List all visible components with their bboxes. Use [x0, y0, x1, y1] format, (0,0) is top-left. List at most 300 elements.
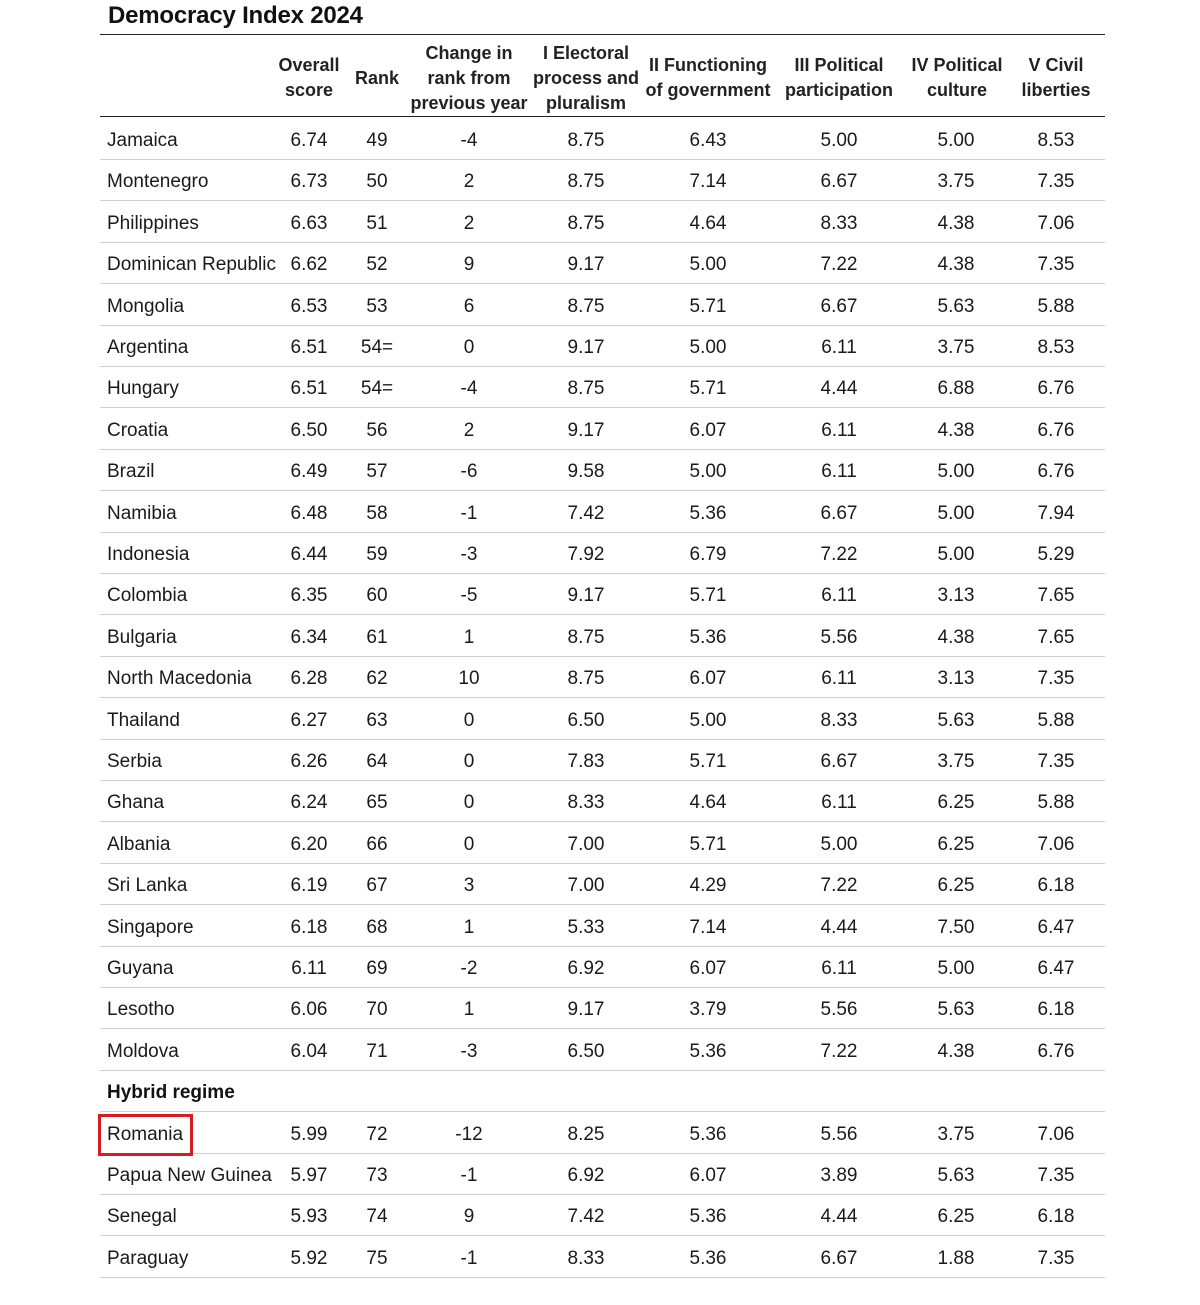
electoral-process-cell: 8.75 — [567, 295, 605, 317]
civil-liberties-cell: 8.53 — [1037, 130, 1075, 151]
overall-score-cell: 6.06 — [290, 999, 328, 1021]
civil-liberties-cell: 7.06 — [1037, 1123, 1075, 1145]
table-row — [100, 947, 1105, 988]
header-rank: Rank — [354, 67, 399, 88]
rank-cell: 65 — [366, 792, 388, 814]
table-row — [100, 823, 1105, 864]
rank-cell: 70 — [366, 999, 388, 1021]
civil-liberties-cell: 6.76 — [1037, 1040, 1075, 1062]
rank-change-cell: 1 — [463, 626, 475, 648]
rank-change-cell: -2 — [460, 958, 478, 979]
table-row — [100, 450, 1105, 491]
overall-score-cell: 6.28 — [290, 668, 328, 690]
overall-score-cell: 6.11 — [291, 958, 327, 979]
civil-liberties-cell: 7.35 — [1037, 1165, 1075, 1186]
electoral-process-cell: 6.92 — [567, 958, 605, 979]
rank-cell: 73 — [366, 1165, 388, 1186]
electoral-process-cell: 8.75 — [567, 668, 605, 690]
rank-cell: 62 — [366, 668, 388, 690]
civil-liberties-cell: 7.35 — [1037, 668, 1075, 690]
table-row — [100, 243, 1105, 284]
country-name: Dominican Republic — [107, 254, 276, 276]
civil-liberties-cell: 7.65 — [1037, 626, 1075, 648]
country-name: North Macedonia — [107, 668, 252, 690]
header-functioning-of-government: II Functioning of government — [645, 55, 771, 100]
header-political-culture: IV Political culture — [911, 55, 1003, 100]
rank-change-cell: -3 — [460, 544, 478, 565]
country-name: Sri Lanka — [107, 875, 188, 897]
functioning-government-cell: 6.07 — [689, 668, 727, 690]
rank-change-cell: 9 — [463, 1206, 475, 1228]
political-participation-cell: 6.67 — [820, 751, 858, 772]
functioning-government-cell: 5.71 — [689, 378, 727, 400]
rank-cell: 58 — [366, 502, 388, 524]
electoral-process-cell: 9.17 — [567, 585, 605, 607]
electoral-process-cell: 8.33 — [567, 792, 605, 814]
functioning-government-cell: 5.00 — [689, 254, 727, 276]
rank-cell: 60 — [366, 585, 388, 607]
top-rule — [100, 34, 1105, 35]
rank-cell: 53 — [366, 295, 388, 317]
political-participation-cell: 6.11 — [821, 461, 857, 483]
rank-change-cell: 3 — [463, 875, 475, 897]
rank-change-cell: 0 — [463, 792, 475, 814]
overall-score-cell: 6.44 — [290, 544, 328, 565]
political-culture-cell: 6.25 — [937, 1206, 975, 1228]
rank-cell: 67 — [366, 875, 388, 897]
highlighted-country-name: Romania — [104, 1120, 187, 1150]
country-name: Bulgaria — [107, 626, 177, 648]
table-row — [100, 160, 1105, 201]
table-row — [100, 616, 1105, 657]
political-participation-cell: 4.44 — [820, 378, 858, 400]
country-cell — [107, 533, 189, 573]
political-culture-cell: 3.75 — [937, 1123, 975, 1145]
political-culture-cell: 4.38 — [937, 626, 975, 648]
rank-cell: 63 — [366, 709, 388, 731]
political-participation-cell: 8.33 — [820, 709, 858, 731]
functioning-government-cell: 7.14 — [689, 916, 727, 938]
country-name: Singapore — [107, 916, 194, 938]
country-cell — [107, 781, 164, 821]
civil-liberties-cell: 5.29 — [1037, 544, 1075, 565]
country-cell — [107, 616, 177, 656]
country-cell — [107, 326, 188, 366]
functioning-government-cell: 5.00 — [689, 337, 727, 358]
overall-score-cell: 6.24 — [290, 792, 328, 814]
electoral-process-cell: 8.33 — [567, 1247, 605, 1269]
civil-liberties-cell: 5.88 — [1037, 295, 1075, 317]
table-row — [100, 864, 1105, 905]
rank-change-cell: 1 — [463, 916, 475, 938]
table-row — [100, 574, 1105, 615]
country-cell — [107, 699, 180, 739]
political-participation-cell: 6.67 — [820, 1247, 858, 1269]
table-row — [100, 202, 1105, 243]
rank-cell: 61 — [366, 626, 388, 648]
electoral-process-cell: 7.83 — [567, 751, 605, 772]
political-culture-cell: 5.63 — [937, 999, 975, 1021]
country-name: Jamaica — [107, 130, 178, 151]
functioning-government-cell: 5.36 — [689, 1247, 727, 1269]
country-cell — [107, 160, 208, 200]
political-culture-cell: 3.75 — [937, 171, 975, 193]
table-row — [100, 533, 1105, 574]
rank-cell: 72 — [366, 1123, 388, 1145]
overall-score-cell: 6.51 — [290, 337, 328, 358]
political-culture-cell: 5.63 — [937, 295, 975, 317]
country-name: Mongolia — [107, 295, 185, 317]
overall-score-cell: 6.20 — [290, 833, 328, 855]
rank-change-cell: 10 — [458, 668, 480, 690]
overall-score-cell: 6.48 — [290, 502, 328, 524]
country-name: Philippines — [107, 212, 199, 234]
section-row — [100, 1071, 1105, 1112]
country-cell — [107, 988, 175, 1028]
country-cell — [107, 657, 252, 697]
country-cell — [107, 1030, 179, 1070]
rank-change-cell: 6 — [463, 295, 475, 317]
civil-liberties-cell: 5.88 — [1037, 792, 1075, 814]
political-participation-cell: 6.11 — [821, 668, 857, 690]
rank-cell: 54= — [360, 337, 394, 358]
overall-score-cell: 6.18 — [290, 916, 328, 938]
country-name: Paraguay — [107, 1247, 189, 1269]
political-culture-cell: 6.25 — [937, 792, 975, 814]
header-change-in-rank: Change in rank from previous year — [410, 42, 528, 113]
electoral-process-cell: 8.25 — [567, 1123, 605, 1145]
electoral-process-cell: 9.17 — [567, 419, 605, 441]
table-row — [100, 1154, 1105, 1195]
political-culture-cell: 6.25 — [937, 833, 975, 855]
political-participation-cell: 6.11 — [821, 792, 857, 814]
political-culture-cell: 3.75 — [937, 337, 975, 358]
civil-liberties-cell: 7.06 — [1037, 833, 1075, 855]
rank-cell: 57 — [366, 461, 388, 483]
functioning-government-cell: 5.71 — [689, 295, 727, 317]
country-cell — [107, 409, 168, 449]
electoral-process-cell: 8.75 — [567, 130, 605, 151]
rank-change-cell: 9 — [463, 254, 475, 276]
electoral-process-cell: 5.33 — [567, 916, 605, 938]
country-cell — [107, 285, 184, 325]
rank-change-cell: -1 — [460, 1165, 478, 1186]
overall-score-cell: 5.99 — [290, 1123, 328, 1145]
rank-change-cell: -4 — [460, 378, 478, 400]
header-political-participation: III Political participation — [784, 55, 893, 100]
political-participation-cell: 6.11 — [821, 337, 857, 358]
table-row — [100, 906, 1105, 947]
country-name: Senegal — [107, 1206, 177, 1228]
functioning-government-cell: 6.07 — [689, 419, 727, 441]
political-participation-cell: 5.56 — [820, 626, 858, 648]
table-row — [100, 1195, 1105, 1236]
functioning-government-cell: 5.36 — [689, 626, 727, 648]
civil-liberties-cell: 6.18 — [1037, 875, 1075, 897]
civil-liberties-cell: 8.53 — [1037, 337, 1075, 358]
rank-change-cell: -3 — [460, 1040, 478, 1062]
overall-score-cell: 6.62 — [290, 254, 328, 276]
rank-change-cell: -6 — [460, 461, 478, 483]
overall-score-cell: 6.04 — [290, 1040, 328, 1062]
functioning-government-cell: 5.71 — [689, 751, 727, 772]
country-cell — [107, 740, 162, 780]
header-civil-liberties: V Civil liberties — [1021, 55, 1091, 100]
electoral-process-cell: 7.42 — [567, 502, 605, 524]
political-participation-cell: 6.11 — [821, 585, 857, 607]
country-name: Namibia — [107, 502, 177, 524]
functioning-government-cell: 5.00 — [689, 709, 727, 731]
civil-liberties-cell: 6.47 — [1037, 916, 1075, 938]
table-row — [100, 367, 1105, 408]
electoral-process-cell: 7.00 — [567, 833, 605, 855]
country-name: Hungary — [107, 378, 179, 400]
rank-cell: 71 — [366, 1040, 388, 1062]
section-label: Hybrid regime — [107, 1082, 235, 1104]
rank-change-cell: 0 — [463, 751, 475, 772]
country-name: Brazil — [107, 461, 155, 483]
civil-liberties-cell: 6.18 — [1037, 1206, 1075, 1228]
functioning-government-cell: 6.43 — [689, 130, 727, 151]
electoral-process-cell: 6.92 — [567, 1165, 605, 1186]
table-row — [100, 781, 1105, 822]
political-participation-cell: 3.89 — [820, 1165, 858, 1186]
political-culture-cell: 1.88 — [937, 1247, 975, 1269]
functioning-government-cell: 4.29 — [689, 875, 727, 897]
overall-score-cell: 6.35 — [290, 585, 328, 607]
civil-liberties-cell: 7.06 — [1037, 212, 1075, 234]
country-cell — [107, 574, 187, 614]
rank-cell: 66 — [366, 833, 388, 855]
functioning-government-cell: 7.14 — [689, 171, 727, 193]
political-culture-cell: 5.00 — [937, 958, 975, 979]
overall-score-cell: 5.97 — [290, 1165, 328, 1186]
overall-score-cell: 6.34 — [290, 626, 328, 648]
country-cell — [107, 202, 199, 242]
political-culture-cell: 5.00 — [937, 544, 975, 565]
table-row — [100, 1113, 1105, 1154]
country-name: Albania — [107, 833, 171, 855]
rank-change-cell: -1 — [460, 502, 478, 524]
overall-score-cell: 6.53 — [290, 295, 328, 317]
overall-score-cell: 5.93 — [290, 1206, 328, 1228]
political-participation-cell: 7.22 — [820, 1040, 858, 1062]
electoral-process-cell: 7.42 — [567, 1206, 605, 1228]
rank-cell: 49 — [366, 130, 388, 151]
country-cell — [107, 243, 276, 283]
rank-cell: 51 — [366, 212, 388, 234]
rank-change-cell: 0 — [463, 709, 475, 731]
rank-cell: 64 — [366, 751, 388, 772]
rank-cell: 68 — [366, 916, 388, 938]
electoral-process-cell: 8.75 — [567, 171, 605, 193]
table-row — [100, 1237, 1105, 1278]
political-participation-cell: 4.44 — [820, 916, 858, 938]
overall-score-cell: 6.50 — [290, 419, 328, 441]
functioning-government-cell: 6.07 — [689, 1165, 727, 1186]
table-row — [100, 285, 1105, 326]
functioning-government-cell: 4.64 — [689, 792, 727, 814]
political-participation-cell: 6.11 — [821, 419, 857, 441]
civil-liberties-cell: 7.65 — [1037, 585, 1075, 607]
country-cell — [107, 864, 187, 904]
overall-score-cell: 6.73 — [290, 171, 328, 193]
political-participation-cell: 5.56 — [820, 1123, 858, 1145]
country-name: Indonesia — [107, 544, 190, 565]
functioning-government-cell: 5.00 — [689, 461, 727, 483]
header-overall-score: Overall score — [278, 55, 340, 100]
electoral-process-cell: 9.17 — [567, 337, 605, 358]
overall-score-cell: 6.74 — [290, 130, 328, 151]
political-culture-cell: 4.38 — [937, 212, 975, 234]
country-cell — [107, 823, 170, 863]
country-cell — [107, 1113, 187, 1153]
civil-liberties-cell: 7.35 — [1037, 171, 1075, 193]
header-electoral-process: I Electoral process and pluralism — [532, 42, 640, 113]
table-row — [100, 988, 1105, 1029]
rank-cell: 52 — [366, 254, 388, 276]
functioning-government-cell: 5.36 — [689, 1206, 727, 1228]
overall-score-cell: 6.19 — [290, 875, 328, 897]
page-title: Democracy Index 2024 — [108, 2, 363, 29]
civil-liberties-cell: 7.94 — [1037, 502, 1075, 524]
political-participation-cell: 8.33 — [820, 212, 858, 234]
electoral-process-cell: 6.50 — [567, 709, 605, 731]
country-cell — [107, 906, 194, 946]
table-row — [100, 119, 1105, 160]
political-participation-cell: 6.67 — [820, 502, 858, 524]
political-participation-cell: 4.44 — [820, 1206, 858, 1228]
country-name: Moldova — [107, 1040, 179, 1062]
civil-liberties-cell: 6.18 — [1037, 999, 1075, 1021]
country-cell — [107, 492, 177, 532]
functioning-government-cell: 4.64 — [689, 212, 727, 234]
table-row — [100, 740, 1105, 781]
civil-liberties-cell: 6.76 — [1037, 378, 1075, 400]
rank-cell: 54= — [360, 378, 394, 400]
electoral-process-cell: 7.92 — [567, 544, 605, 565]
functioning-government-cell: 5.71 — [689, 833, 727, 855]
political-culture-cell: 3.13 — [937, 585, 975, 607]
political-culture-cell: 3.13 — [937, 668, 975, 690]
rank-cell: 59 — [366, 544, 388, 565]
rank-cell: 56 — [366, 419, 388, 441]
electoral-process-cell: 8.75 — [567, 212, 605, 234]
functioning-government-cell: 5.36 — [689, 502, 727, 524]
table-row — [100, 492, 1105, 533]
functioning-government-cell: 5.71 — [689, 585, 727, 607]
rank-cell: 75 — [366, 1247, 388, 1269]
electoral-process-cell: 9.17 — [567, 254, 605, 276]
electoral-process-cell: 9.17 — [567, 999, 605, 1021]
electoral-process-cell: 8.75 — [567, 626, 605, 648]
functioning-government-cell: 6.79 — [689, 544, 727, 565]
electoral-process-cell: 6.50 — [567, 1040, 605, 1062]
civil-liberties-cell: 7.35 — [1037, 751, 1075, 772]
country-cell — [107, 1154, 272, 1194]
rank-change-cell: -4 — [460, 130, 478, 151]
table-row — [100, 326, 1105, 367]
overall-score-cell: 5.92 — [290, 1247, 328, 1269]
political-culture-cell: 4.38 — [937, 254, 975, 276]
table-row — [100, 1030, 1105, 1071]
electoral-process-cell: 7.00 — [567, 875, 605, 897]
political-culture-cell: 4.38 — [937, 1040, 975, 1062]
overall-score-cell: 6.63 — [290, 212, 328, 234]
country-name: Ghana — [107, 792, 165, 814]
political-participation-cell: 6.67 — [820, 295, 858, 317]
country-cell — [107, 947, 174, 987]
table-row — [100, 409, 1105, 450]
political-participation-cell: 7.22 — [820, 875, 858, 897]
country-name: Papua New Guinea — [107, 1165, 272, 1186]
table-row — [100, 699, 1105, 740]
overall-score-cell: 6.51 — [290, 378, 328, 400]
political-participation-cell: 6.67 — [820, 171, 858, 193]
country-name: Argentina — [107, 337, 189, 358]
political-culture-cell: 4.38 — [937, 419, 975, 441]
civil-liberties-cell: 6.47 — [1037, 958, 1075, 979]
country-cell — [107, 1237, 188, 1277]
functioning-government-cell: 3.79 — [689, 999, 727, 1021]
country-name: Thailand — [107, 709, 180, 731]
rank-change-cell: 2 — [463, 419, 475, 441]
political-culture-cell: 6.25 — [937, 875, 975, 897]
overall-score-cell: 6.49 — [290, 461, 328, 483]
country-name: Guyana — [107, 958, 174, 979]
political-culture-cell: 6.88 — [937, 378, 975, 400]
rank-cell: 69 — [366, 958, 388, 979]
rank-change-cell: 2 — [463, 171, 475, 193]
table-row — [100, 657, 1105, 698]
functioning-government-cell: 6.07 — [689, 958, 727, 979]
country-cell — [107, 1195, 177, 1235]
rank-change-cell: 2 — [463, 212, 475, 234]
country-name: Montenegro — [107, 171, 209, 193]
political-participation-cell: 7.22 — [820, 254, 858, 276]
electoral-process-cell: 8.75 — [567, 378, 605, 400]
overall-score-cell: 6.26 — [290, 751, 328, 772]
country-cell — [107, 367, 179, 407]
civil-liberties-cell: 5.88 — [1037, 709, 1075, 731]
country-name: Croatia — [107, 419, 169, 441]
rank-change-cell: 1 — [463, 999, 475, 1021]
electoral-process-cell: 9.58 — [567, 461, 605, 483]
political-culture-cell: 5.00 — [937, 502, 975, 524]
country-cell — [107, 450, 155, 490]
rank-change-cell: -1 — [460, 1247, 478, 1269]
country-cell — [107, 119, 178, 159]
country-name: Colombia — [107, 585, 188, 607]
political-participation-cell: 5.00 — [820, 130, 858, 151]
functioning-government-cell: 5.36 — [689, 1123, 727, 1145]
political-culture-cell: 5.63 — [937, 709, 975, 731]
political-culture-cell: 5.00 — [937, 461, 975, 483]
rank-cell: 74 — [366, 1206, 388, 1228]
header-rule — [100, 116, 1105, 117]
political-culture-cell: 3.75 — [937, 751, 975, 772]
functioning-government-cell: 5.36 — [689, 1040, 727, 1062]
overall-score-cell: 6.27 — [290, 709, 328, 731]
political-participation-cell: 5.00 — [820, 833, 858, 855]
political-culture-cell: 7.50 — [937, 916, 975, 938]
political-participation-cell: 6.11 — [821, 958, 857, 979]
rank-change-cell: 0 — [463, 833, 475, 855]
political-participation-cell: 7.22 — [820, 544, 858, 565]
rank-change-cell: -5 — [460, 585, 478, 607]
country-name: Serbia — [107, 751, 162, 772]
political-participation-cell: 5.56 — [820, 999, 858, 1021]
